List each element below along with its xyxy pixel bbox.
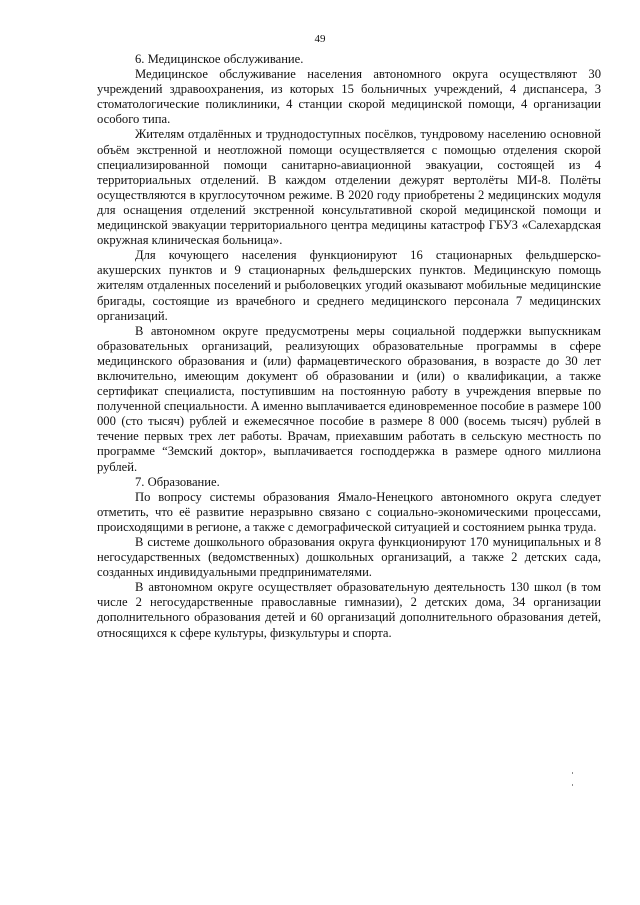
paragraph-education-system: По вопросу системы образования Ямало-Ненецкого автономного округа следует отметить, что её развитие неразрывно связано с социально-экономическими процессами, происходящими в регионе, а также с демографической ситуацией и состоянием рынка труда.: [97, 489, 601, 534]
scan-speck: [572, 772, 573, 774]
document-body: [97, 52, 601, 641]
section-heading-medical: 6. Медицинское обслуживание.: [135, 52, 304, 66]
scan-speck: [572, 784, 573, 786]
paragraph-schools: В автономном округе осуществляет образовательную деятельность 130 школ (в том числе 2 негосударственные православные гимназии), 2 детских дома, 34 организации дополнительного образования детей и 60 организаций дополнительного образования детей, относящихся к сфере культуры, физкультуры и спорта.: [97, 580, 601, 640]
section-heading-education: 7. Образование.: [135, 474, 220, 489]
paragraph-air-ambulance: Жителям отдалённых и труднодоступных посёлков, тундровому населению основной объём экстренной и неотложной помощи осуществляется с помощью отделения скорой специализированной помощи санитарно-авиационной эвакуации, состоящей из 4 территориальных отделений. В каждом отделении дежурят вертолёты МИ-8. Полёты осуществляются в круглосуточном режиме. В 2020 году приобретены 2 медицинских модуля для оснащения отделений экстренной консультативной скорой медицинской помощи и медицинской эвакуации территориального центра медицины катастроф ГБУЗ «Салехардская окружная клиническая больница».: [97, 127, 601, 248]
paragraph-social-support: В автономном округе предусмотрены меры социальной поддержки выпускникам образовательных организаций, реализующих образовательные программы в сфере медицинского образования и (или) фармацевтического образования, в возрасте до 30 лет включительно, имеющим документ об образовании и (или) о квалификации, а также сертификат специалиста, поступившим на постоянную работу в учреждения впервые по полученной специальности. А именно выплачивается единовременное пособие в размере 100 000 (сто тысяч) рублей и ежемесячное пособие в размере 8 000 (восемь тысяч) рублей в течение первых трех лет работы. Врачам, приехавшим работать в сельскую местность по программе “Земский доктор», выплачивается господдержка в размере одного миллиона рублей.: [97, 323, 601, 474]
paragraph-preschool: В системе дошкольного образования округа функционируют 170 муниципальных и 8 негосударственных (ведомственных) дошкольных организаций, а также 2 детских сада, созданных индивидуальными предпринимателями.: [97, 535, 601, 580]
paragraph-medical-institutions: Медицинское обслуживание населения автономного округа осуществляют 30 учреждений здравоохранения, из которых 15 больничных учреждений, 4 диспансера, 3 стоматологические поликлиники, 4 станции скорой медицинской помощи, 4 организации особого типа.: [97, 67, 601, 127]
page-number: 49: [314, 33, 326, 45]
paragraph-nomadic-population: Для кочующего населения функционируют 16 стационарных фельдшерско-акушерских пунктов и 9 стационарных фельдшерских пунктов. Медицинскую помощь жителям отдаленных поселений и рыболовецких угодий оказывают мобильные медицинские бригады, состоящие из врачебного и среднего медицинского персонала 7 медицинских организаций.: [97, 248, 601, 323]
